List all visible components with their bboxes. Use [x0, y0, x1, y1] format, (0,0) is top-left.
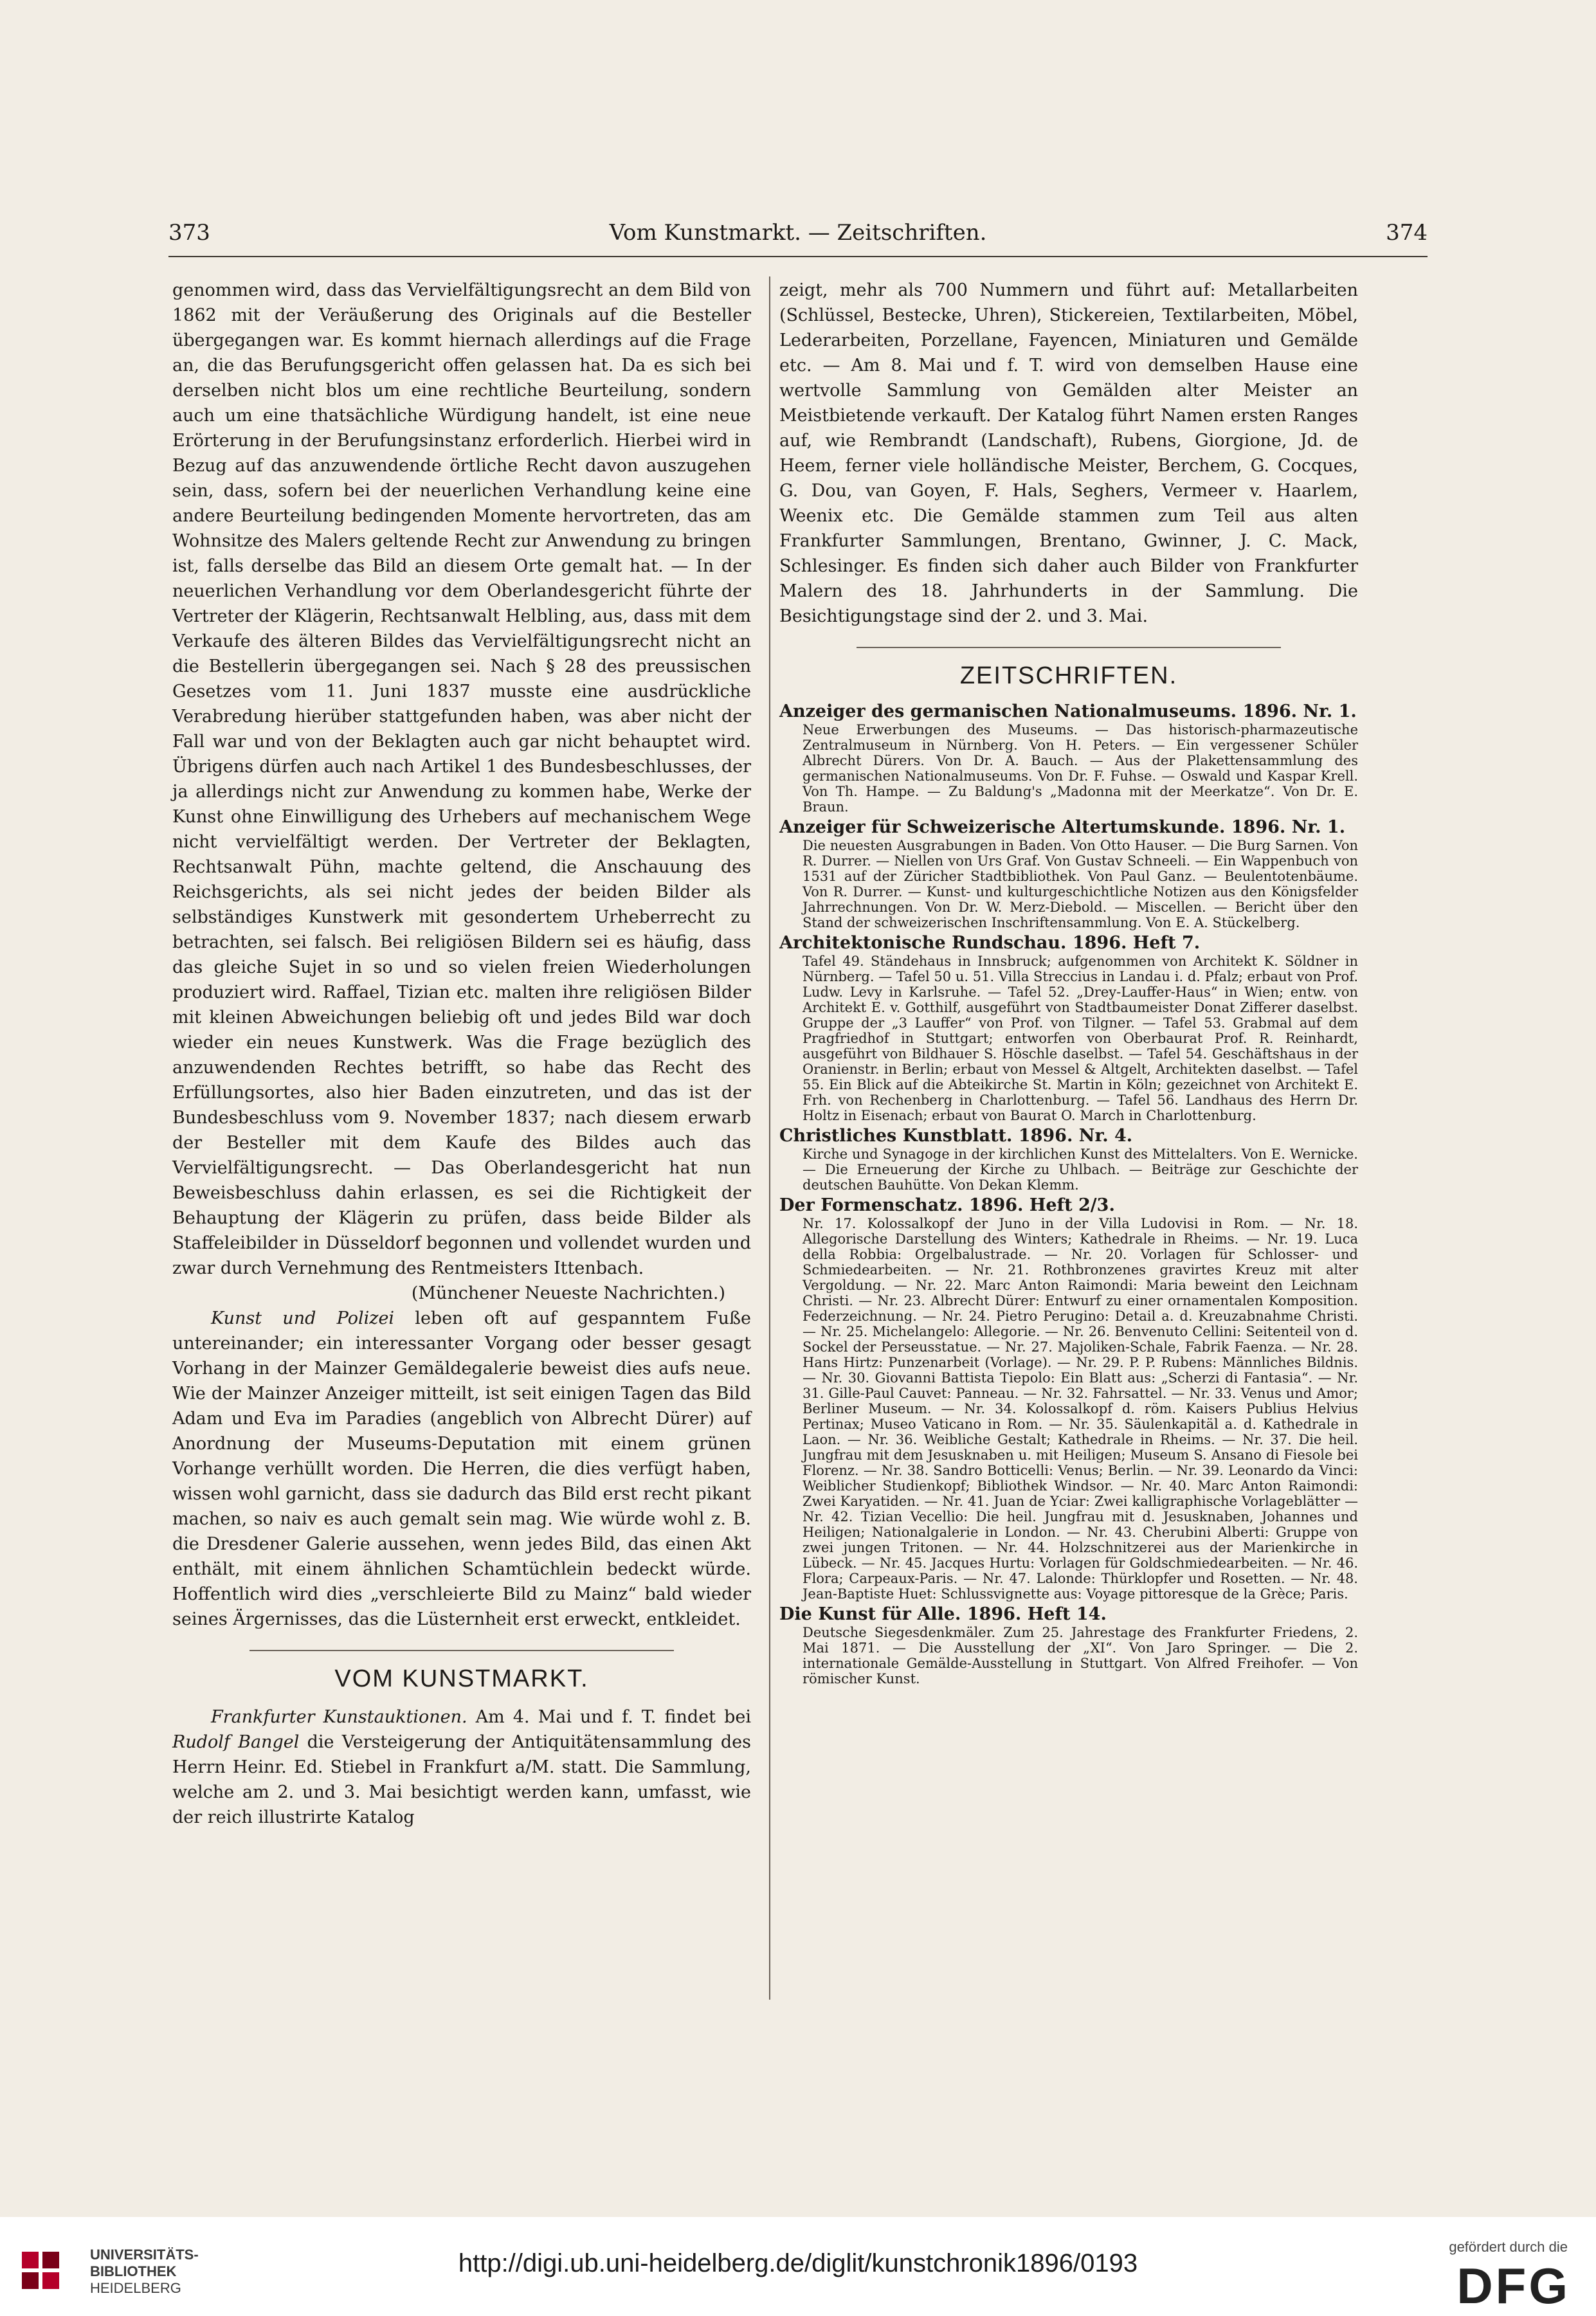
funding-label: gefördert durch die	[1449, 2239, 1568, 2255]
journal-contents: Deutsche Siegesdenkmäler. Zum 25. Jahrestage des Frankfurter Friedens, 2. Mai 1871. — Die Ausstellung der „XI“. Von Jaro Springer. — Die 2. internationale Gemälde-Ausstellung in Stuttgart. Von Alfred Freihofer. — Von römischer Kunst.	[803, 1625, 1358, 1687]
journal-entry	[779, 701, 1358, 815]
section-rule	[857, 647, 1281, 648]
section-heading-kunstmarkt: VOM KUNSTMARKT.	[334, 1665, 589, 1692]
journal-entry	[779, 1126, 1358, 1193]
right-column	[779, 278, 1358, 1689]
dfg-logo: DFG	[1456, 2257, 1570, 2314]
page-number-right: 374	[1386, 220, 1428, 246]
paragraph-lead: Frankfurter Kunstauktionen.	[211, 1707, 467, 1727]
paragraph-text: leben oft auf gespanntem Fuße untereinander; ein interessanter Vorgang oder besser gesagt Vorhang in der Mainzer Gemäldegalerie beweist dies aufs neue. Wie der Mainzer Anzeiger mitteilt, ist seit einigen Tagen das Bild Adam und Eva im Paradies (angeblich von Albrecht Dürer) auf Anordnung der Museums-Deputation mit einem grünen Vorhange verhüllt worden. Die Herren, die dies verfügt haben, wissen wohl garnicht, dass sie dadurch das Bild erst recht pikant machen, so naiv es auch gemalt sein mag. Wie würde wohl z. B. die Dresdener Galerie aussehen, wenn jedes Bild, das einen Akt enthält, mit einem ähnlichen Schamtüchlein bedeckt würde. Hoffentlich wird dies „verschleierte Bild zu Mainz“ bald wieder seines Ärgernisses, das die Lüsternheit erst erweckt, entkleidet.	[172, 1308, 751, 1629]
auction-continued-paragraph: zeigt, mehr als 700 Nummern und führt auf: Metallarbeiten (Schlüssel, Bestecke, Uhren), Stickereien, Textilarbeiten, Möbel, Lederarbeiten, Porzellane, Fayencen, Miniaturen und Gemälde etc. — Am 8. Mai und f. T. wird von demselben Hause eine wertvolle Sammlung von Gemälden alter Meister an Meistbietende verkauft. Der Katalog führt Namen ersten Ranges auf, wie Rembrandt (Landschaft), Rubens, Giorgione, Jd. de Heem, ferner viele holländische Meister, Berchem, G. Cocques, G. Dou, van Goyen, F. Hals, Seghers, Vermeer v. Haarlem, Weenix etc. Die Gemälde stammen zum Teil aus alten Frankfurter Sammlungen, Brentano, Gwinner, J. C. Mack, Schlesinger. Es finden sich daher auch Bilder von Frankfurter Malern des 18. Jahrhunderts in der Sammlung. Die Besichtigungstage sind der 2. und 3. Mai.	[779, 280, 1358, 626]
page-number-left: 373	[168, 220, 210, 246]
journal-contents: Die neuesten Ausgrabungen in Baden. Von Otto Hauser. — Die Burg Sarnen. Von R. Durrer. — Niellen von Urs Graf. Von Gustav Schneeli. — Ein Wappenbuch von 1531 auf der Züricher Stadtbibliothek. Von Paul Ganz. — Beulentotenbäume. Von R. Durrer. — Kunst- und kulturgeschichtliche Notizen aus den Königsfelder Jahrrechnungen. Von Dr. W. Merz-Diebold. — Miscellen. — Bericht über den Stand der schweizerischen Inschriftensammlung. Von E. A. Stückelberg.	[803, 838, 1358, 930]
library-name-line: HEIDELBERG	[90, 2280, 181, 2296]
library-name-line: BIBLIOTHEK	[90, 2263, 177, 2279]
section-heading-zeitschriften: ZEITSCHRIFTEN.	[959, 662, 1178, 689]
source-attribution: (Münchener Neueste Nachrichten.)	[411, 1283, 725, 1303]
auction-house-name: Rudolf Bangel	[172, 1732, 300, 1752]
journal-entry	[779, 1604, 1358, 1687]
journal-entry	[779, 1195, 1358, 1602]
court-case-paragraph: genommen wird, dass das Vervielfältigungsrecht an dem Bild von 1862 mit der Veräußerung des Originals auf die Besteller übergegangen war. Es kommt hiernach allerdings auf die Frage an, die das Berufungsgericht offen gelassen hat. Da es sich bei derselben nicht blos um eine rechtliche Beurteilung, sondern auch um eine thatsächliche Würdigung handelt, ist eine neue Erörterung in der Berufungsinstanz erforderlich. Hierbei wird in Bezug auf das anzuwendende örtliche Recht davon auszugehen sein, dass, sofern bei der neuerlichen Verhandlung keine eine andere Beurteilung bedingenden Momente hervortreten, das am Wohnsitze des Malers geltende Recht zur Anwendung zu bringen ist, falls derselbe das Bild an diesem Orte gemalt hat. — In der neuerlichen Verhandlung vor dem Oberlandesgericht führte der Vertreter der Klägerin, Rechtsanwalt Helbling, aus, dass mit dem Verkaufe des älteren Bildes das Vervielfältigungsrecht nicht an die Bestellerin übergegangen sei. Nach § 28 des preussischen Gesetzes vom 11. Juni 1837 musste eine ausdrückliche Verabredung hierüber stattgefunden haben, was aber nicht der Fall war und von der Beklagten auch gar nicht behauptet wird. Übrigens dürfen auch nach Artikel 1 des Bundesbeschlusses, der ja allerdings nicht zur Anwendung zu kommen habe, Werke der Kunst ohne Einwilligung des Urhebers auf mechanischem Wege nicht vervielfältigt werden. Der Vertreter der Beklagten, Rechtsanwalt Pühn, machte geltend, die Anschauung des Reichsgerichts, als sei nicht jedes der beiden Bilder als selbständiges Kunstwerk mit gesondertem Urheberrecht zu betrachten, sei falsch. Bei religiösen Bildern sei es häufig, dass das gleiche Sujet in so und so vielen freien Wiederholungen produziert wird. Raffael, Tizian etc. malten ihre religiösen Bilder mit kleinen Abweichungen beliebig oft und jedes Bild war doch wieder ein neues Kunstwerk. Was die Frage bezüglich des anzuwendenden Rechtes betrifft, so habe das Recht des Erfüllungsortes, also hier Baden einzutreten, und das ist der Bundesbeschluss vom 9. November 1837; nach diesem erwarb der Besteller mit dem Kaufe des Bildes auch das Vervielfältigungsrecht. — Das Oberlandesgericht hat nun Beweisbeschluss dahin erlassen, es sei die Richtigkeit der Behauptung der Klägerin zu prüfen, dass beide Bilder als Staffeleibilder in Düsseldorf begonnen und vollendet wurden und zwar durch Vernehmung des Rentmeisters Ittenbach.	[172, 280, 751, 1278]
auction-paragraph	[172, 1705, 751, 1830]
running-title: Vom Kunstmarkt. — Zeitschriften.	[609, 220, 987, 246]
journal-title: Christliches Kunstblatt. 1896. Nr. 4.	[779, 1126, 1133, 1146]
kunst-polizei-paragraph	[172, 1306, 751, 1632]
journal-title: Anzeiger des germanischen Nationalmuseums. 1896. Nr. 1.	[779, 701, 1357, 721]
journal-title: Anzeiger für Schweizerische Altertumskunde. 1896. Nr. 1.	[779, 817, 1346, 837]
permalink-url[interactable]: http://digi.ub.uni-heidelberg.de/diglit/kunstchronik1896/0193	[458, 2249, 1138, 2277]
paragraph-lead: Kunst und Polizei	[211, 1308, 395, 1328]
journal-title: Der Formenschatz. 1896. Heft 2/3.	[779, 1195, 1115, 1215]
journal-contents: Kirche und Synagoge in der kirchlichen Kunst des Mittelalters. Von E. Wernicke. — Die Erneuerung der Kirche zu Uhlbach. — Beiträge zur Geschichte der deutschen Bauhütte. Von Dekan Klemm.	[803, 1146, 1358, 1193]
journal-contents: Neue Erwerbungen des Museums. — Das historisch-pharmazeutische Zentralmuseum in Nürnberg. Von H. Peters. — Ein vergessener Schüler Albrecht Dürers. Von Dr. A. Bauch. — Aus der Plakettensammlung des germanischen Nationalmuseums. Von Dr. F. Fuhse. — Oswald und Kaspar Krell. Von Th. Hampe. — Zu Baldung's „Madonna mit der Meerkatze“. Von Dr. E. Braun.	[803, 722, 1358, 815]
left-column	[172, 278, 751, 1830]
digitization-footer	[0, 2217, 1596, 2316]
journal-contents: Tafel 49. Ständehaus in Innsbruck; aufgenommen von Architekt K. Söldner in Nürnberg. — Tafel 50 u. 51. Villa Streccius in Landau i. d. Pfalz; erbaut von Prof. Ludw. Levy in Karlsruhe. — Tafel 52. „Drey-Lauffer-Haus“ in Wien; entw. von Architekt E. v. Gotthilf, ausgeführt von Stadtbaumeister Donat Zifferer daselbst. Gruppe der „3 Lauffer“ von Prof. von Tilgner. — Tafel 53. Grabmal auf dem Pragfriedhof in Stuttgart; entworfen von Oberbaurat Prof. R. Reinhardt, ausgeführt von Bildhauer S. Höschle daselbst. — Tafel 54. Geschäftshaus in der Oranienstr. in Berlin; erbaut von Messel & Altgelt, Architekten daselbst. — Tafel 55. Ein Blick auf die Abteikirche St. Martin in Köln; gezeichnet von Architekt E. Frh. von Rechenberg in Charlottenburg. — Tafel 56. Landhaus des Herrn Dr. Holtz in Eisenach; erbaut von Baurat O. March in Charlottenburg.	[803, 954, 1358, 1123]
library-name-line: UNIVERSITÄTS-	[90, 2247, 199, 2263]
journal-contents: Nr. 17. Kolossalkopf der Juno in der Villa Ludovisi in Rom. — Nr. 18. Allegorische Darstellung des Winters; Kathedrale in Rheims. — Nr. 19. Luca della Robbia: Orgelbalustrade. — Nr. 20. Vorlagen für Schlosser- und Schmiedearbeiten. — Nr. 21. Rothbronzenes gravirtes Kreuz mit alter Vergoldung. — Nr. 22. Marc Anton Raimondi: Maria beweint den Leichnam Christi. — Nr. 23. Albrecht Dürer: Entwurf zu einer ornamentalen Komposition. Federzeichnung. — Nr. 24. Pietro Perugino: Detail a. d. Kreuzabnahme Christi. — Nr. 25. Michelangelo: Allegorie. — Nr. 26. Benvenuto Cellini: Seitenteil von d. Sockel der Perseusstatue. — Nr. 27. Majoliken-Schale, Fabrik Faenza. — Nr. 28. Hans Hirtz: Punzenarbeit (Vorlage). — Nr. 29. P. P. Rubens: Männliches Bildnis. — Nr. 30. Giovanni Battista Tiepolo: Ein Blatt aus: „Scherzi di Fantasia“. — Nr. 31. Gille-Paul Cauvet: Panneau. — Nr. 32. Fahrsattel. — Nr. 33. Venus und Amor; Berliner Museum. — Nr. 34. Kolossalkopf d. röm. Kaisers Publius Helvius Pertinax; Museo Vaticano in Rom. — Nr. 35. Säulenkapitäl a. d. Kathedrale in Laon. — Nr. 36. Weibliche Gestalt; Kathedrale in Rheims. — Nr. 37. Die heil. Jungfrau mit dem Jesusknaben u. mit Heiligen; Museum S. Ansano di Fiesole bei Florenz. — Nr. 38. Sandro Botticelli: Venus; Berlin. — Nr. 39. Leonardo da Vinci: Weiblicher Studienkopf; Bibliothek Windsor. — Nr. 40. Marc Anton Raimondi: Zwei Karyatiden. — Nr. 41. Juan de Yciar: Zwei kalligraphische Vorlageblätter — Nr. 42. Tizian Vecellio: Die heil. Jungfrau mit d. Jesusknaben, Johannes und Heiligen; Nationalgalerie in London. — Nr. 43. Cherubini Alberti: Gruppe von zwei jungen Tritonen. — Nr. 44. Holzschnitzerei aus der Marienkirche in Lübeck. — Nr. 45. Jacques Hurtu: Vorlagen für Goldschmiedearbeiten. — Nr. 46. Flora; Carpeaux-Paris. — Nr. 47. Lalonde: Thürklopfer und Rosetten. — Nr. 48. Jean-Baptiste Huet: Schlussvignette aus: Voyage pittoresque de la Grèce; Paris.	[803, 1216, 1358, 1602]
column-divider	[769, 276, 770, 2000]
header-rule	[168, 256, 1428, 257]
paragraph-text: Am 4. Mai und f. T. findet bei	[467, 1707, 751, 1727]
journal-title: Die Kunst für Alle. 1896. Heft 14.	[779, 1604, 1107, 1624]
running-head	[168, 220, 1428, 258]
journal-entry	[779, 933, 1358, 1123]
journal-title: Architektonische Rundschau. 1896. Heft 7.	[779, 933, 1201, 953]
journal-entry	[779, 817, 1358, 930]
section-rule	[249, 1650, 674, 1651]
paragraph-text: die Versteigerung der Antiquitätensammlung des Herrn Heinr. Ed. Stiebel in Frankfurt a/M. statt. Die Sammlung, welche am 2. und 3. Mai besichtigt werden kann, umfasst, wie der reich illustrirte Katalog	[172, 1732, 751, 1827]
